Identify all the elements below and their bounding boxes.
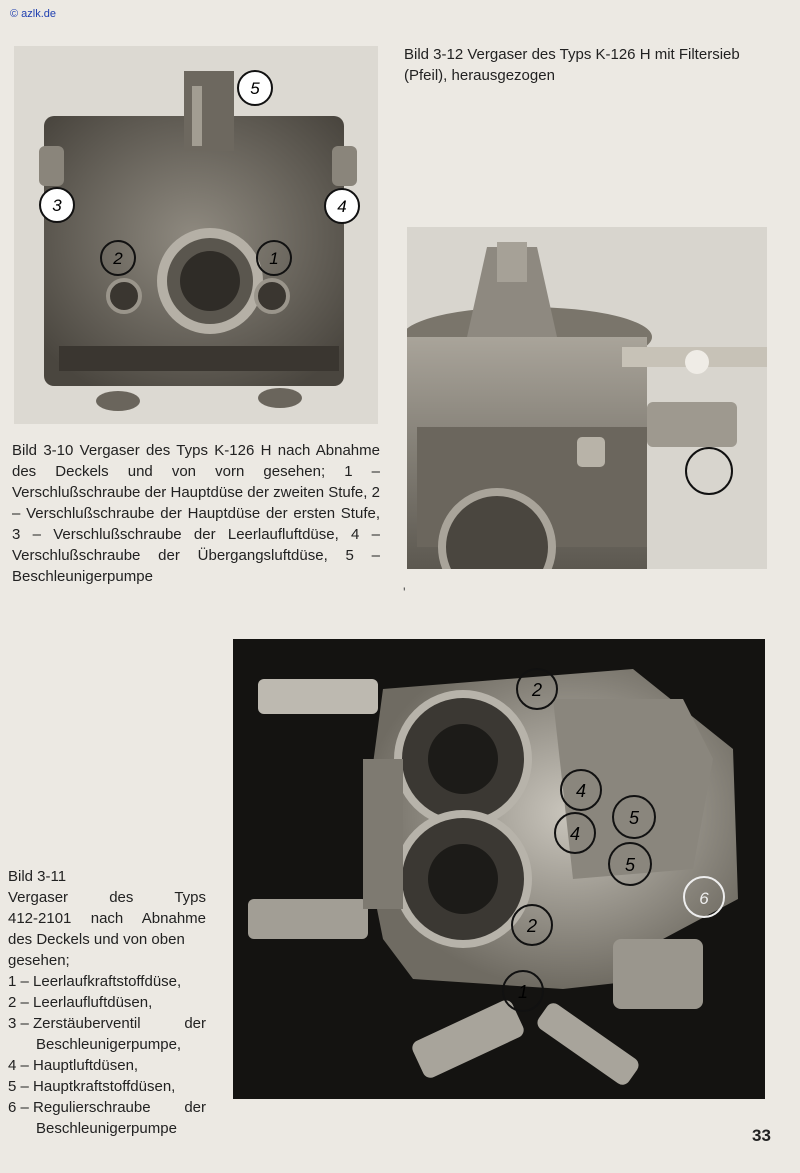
caption-fig-3-11-item-1: 1 – Leerlaufkraftstoffdüse, xyxy=(8,973,182,990)
callout-5-fig-3-10 xyxy=(238,71,272,105)
caption-fig-3-11 xyxy=(8,866,206,1139)
svg-text:5: 5 xyxy=(250,79,260,98)
svg-text:5: 5 xyxy=(624,855,636,875)
svg-text:4: 4 xyxy=(575,781,587,801)
caption-fig-3-11-intro-3: des Deckels und von oben xyxy=(8,931,185,948)
photo-fig-3-12 xyxy=(407,227,767,569)
caption-fig-3-11-item-2: 2 – Leerlaufluftdüsen, xyxy=(8,994,153,1011)
svg-text:4: 4 xyxy=(337,197,347,216)
caption-fig-3-11-intro-1: Vergaser des Typs xyxy=(8,889,206,906)
svg-text:1: 1 xyxy=(269,249,279,268)
caption-fig-3-11-item-5: 5 – Hauptkraftstoffdüsen, xyxy=(8,1078,176,1095)
svg-text:1: 1 xyxy=(517,982,529,1002)
photo-fig-3-11 xyxy=(233,639,765,1099)
caption-fig-3-11-intro-2: 412-2101 nach Abnahme xyxy=(8,910,206,927)
caption-fig-3-11-item-3-tail: der xyxy=(184,1015,206,1032)
caption-fig-3-11-item-6-tail: der xyxy=(184,1099,206,1116)
svg-text:6: 6 xyxy=(699,889,709,908)
svg-text:4: 4 xyxy=(569,824,581,844)
photo-fig-3-10 xyxy=(14,46,378,424)
caption-fig-3-11-item-4: 4 – Hauptluftdüsen, xyxy=(8,1057,139,1074)
caption-fig-3-12: Bild 3-12 Vergaser des Typs K-126 H mit Filtersieb (Pfeil), herausgezogen xyxy=(404,46,740,84)
callout-3-fig-3-10 xyxy=(40,188,74,222)
page-number: 33 xyxy=(752,1126,771,1145)
svg-text:2: 2 xyxy=(526,916,538,936)
svg-text:2: 2 xyxy=(531,680,543,700)
svg-text:5: 5 xyxy=(628,808,640,828)
caption-fig-3-11-item-3-cont: Beschleunigerpumpe, xyxy=(36,1036,182,1053)
caption-fig-3-11-item-6-lead: 6 – Regulierschraube xyxy=(8,1099,151,1116)
caption-fig-3-11-intro-4: gesehen; xyxy=(8,952,70,969)
print-speck: ' xyxy=(403,584,406,600)
caption-fig-3-11-item-6-cont: Beschleunigerpumpe xyxy=(36,1120,177,1137)
watermark: © azlk.de xyxy=(10,8,57,20)
callout-4-fig-3-10 xyxy=(325,189,359,223)
caption-fig-3-10: Bild 3-10 Vergaser des Typs K-126 H nach Abnahme des Deckels und von vorn gesehen; 1 – Verschlußschraube der Hauptdüse der zweiten Stufe, 2 – Verschlußschraube der Hauptdüse der ersten Stufe, 3 – Verschlußschraube der Leerlaufluftdüse, 4 – Verschlußschraube der Übergangsluftdüse, 5 – Beschleunigerpumpe xyxy=(12,442,380,585)
caption-fig-3-11-title: Bild 3-11 xyxy=(8,868,67,885)
svg-text:2: 2 xyxy=(113,249,123,268)
caption-fig-3-11-item-3-lead: 3 – Zerstäuberventil xyxy=(8,1015,141,1032)
caption-fig-3-11-item-6 xyxy=(8,1097,206,1118)
svg-text:3: 3 xyxy=(52,196,62,215)
caption-fig-3-11-item-3 xyxy=(8,1013,206,1034)
